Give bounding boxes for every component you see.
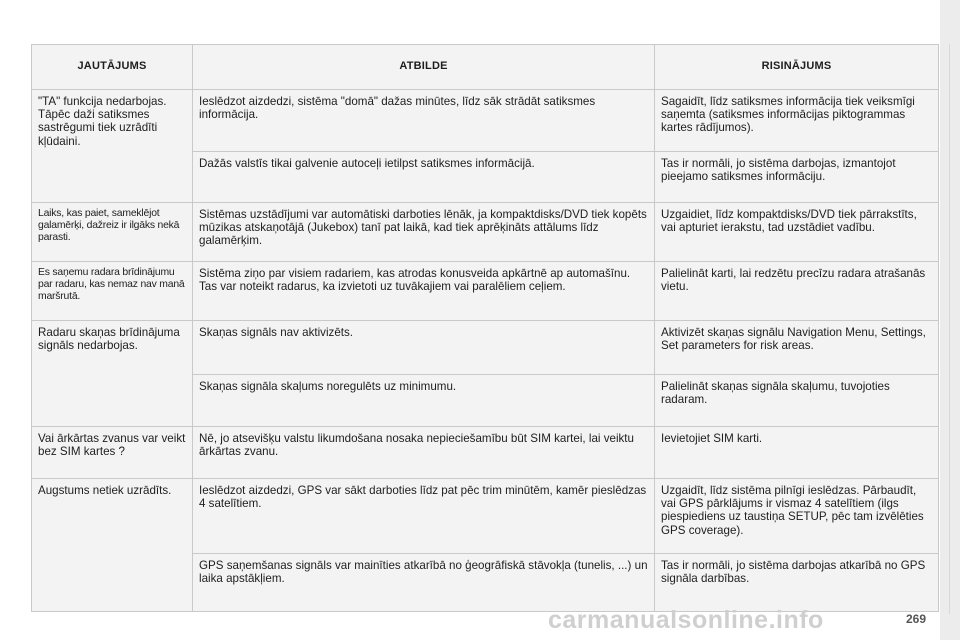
troubleshooting-table	[31, 44, 939, 612]
side-divider	[949, 44, 950, 614]
solution-cell: Uzgaidīt, līdz sistēma pilnīgi ieslēdzas. Pārbaudīt, vai GPS pārklājums ir vismaz 4 satelītiem (ilgs piespiediens uz taustiņa SETUP, pēc tam izvēlēties GPS coverage).	[655, 479, 939, 554]
answer-cell: Dažās valstīs tikai galvenie autoceļi ietilpst satiksmes informācijā.	[193, 152, 655, 203]
table-row	[32, 203, 939, 262]
question-cell: "TA" funkcija nedarbojas. Tāpēc daži satiksmes sastrēgumi tiek uzrādīti kļūdaini.	[32, 90, 193, 203]
header-solution: RISINĀJUMS	[655, 45, 939, 90]
table-row	[32, 427, 939, 479]
question-cell: Radaru skaņas brīdinājuma signāls nedarbojas.	[32, 321, 193, 427]
table-row	[32, 321, 939, 375]
answer-cell: Skaņas signāla skaļums noregulēts uz minimumu.	[193, 375, 655, 427]
answer-cell: GPS saņemšanas signāls var mainīties atkarībā no ģeogrāfiskā stāvokļa (tunelis, ...) un laika apstākļiem.	[193, 554, 655, 612]
solution-cell: Aktivizēt skaņas signālu Navigation Menu, Settings, Set parameters for risk areas.	[655, 321, 939, 375]
answer-cell: Sistēmas uzstādījumi var automātiski darboties lēnāk, ja kompaktdisks/DVD tiek kopēts mūzikas atskaņotājā (Jukebox) tanī pat laikā, kad tiek aprēķināts attālums līdz galamērķim.	[193, 203, 655, 262]
solution-cell: Tas ir normāli, jo sistēma darbojas, izmantojot pieejamo satiksmes informāciju.	[655, 152, 939, 203]
solution-cell: Palielināt skaņas signāla skaļumu, tuvojoties radaram.	[655, 375, 939, 427]
answer-cell: Sistēma ziņo par visiem radariem, kas atrodas konusveida apkārtnē ap automašīnu. Tas var noteikt radarus, ka izvietoti uz tuvākajiem vai paralēliem ceļiem.	[193, 262, 655, 321]
header-answer: ATBILDE	[193, 45, 655, 90]
solution-cell: Uzgaidiet, līdz kompaktdisks/DVD tiek pārrakstīts, vai apturiet ierakstu, tad uzstādiet vadību.	[655, 203, 939, 262]
solution-cell: Palielināt karti, lai redzētu precīzu radara atrašanās vietu.	[655, 262, 939, 321]
table-row	[32, 90, 939, 152]
table-header-row	[32, 45, 939, 90]
solution-cell: Tas ir normāli, jo sistēma darbojas atkarībā no GPS signāla darbības.	[655, 554, 939, 612]
question-cell: Es saņemu radara brīdinājumu par radaru, kas nemaz nav manā maršrutā.	[32, 262, 193, 321]
answer-cell: Ieslēdzot aizdedzi, GPS var sākt darboties līdz pat pēc trim minūtēm, kamēr pieslēdzas 4 satelītiem.	[193, 479, 655, 554]
question-cell: Augstums netiek uzrādīts.	[32, 479, 193, 612]
answer-cell: Skaņas signāls nav aktivizēts.	[193, 321, 655, 375]
answer-cell: Ieslēdzot aizdedzi, sistēma "domā" dažas minūtes, līdz sāk strādāt satiksmes informācija.	[193, 90, 655, 152]
page-number: 269	[906, 612, 927, 626]
solution-cell: Sagaidīt, līdz satiksmes informācija tiek veiksmīgi saņemta (satiksmes informācijas piktogrammas kartes rādījumos).	[655, 90, 939, 152]
question-cell: Vai ārkārtas zvanus var veikt bez SIM kartes ?	[32, 427, 193, 479]
answer-cell: Nē, jo atsevišķu valstu likumdošana nosaka nepieciešamību būt SIM kartei, lai veiktu ārkārtas zvanu.	[193, 427, 655, 479]
solution-cell: Ievietojiet SIM karti.	[655, 427, 939, 479]
side-strip	[940, 0, 960, 640]
header-question: JAUTĀJUMS	[32, 45, 193, 90]
table-row	[32, 479, 939, 554]
table-row	[32, 262, 939, 321]
watermark: carmanualsonline.info	[548, 606, 824, 634]
question-cell: Laiks, kas paiet, sameklējot galamērķi, dažreiz ir ilgāks nekā parasti.	[32, 203, 193, 262]
